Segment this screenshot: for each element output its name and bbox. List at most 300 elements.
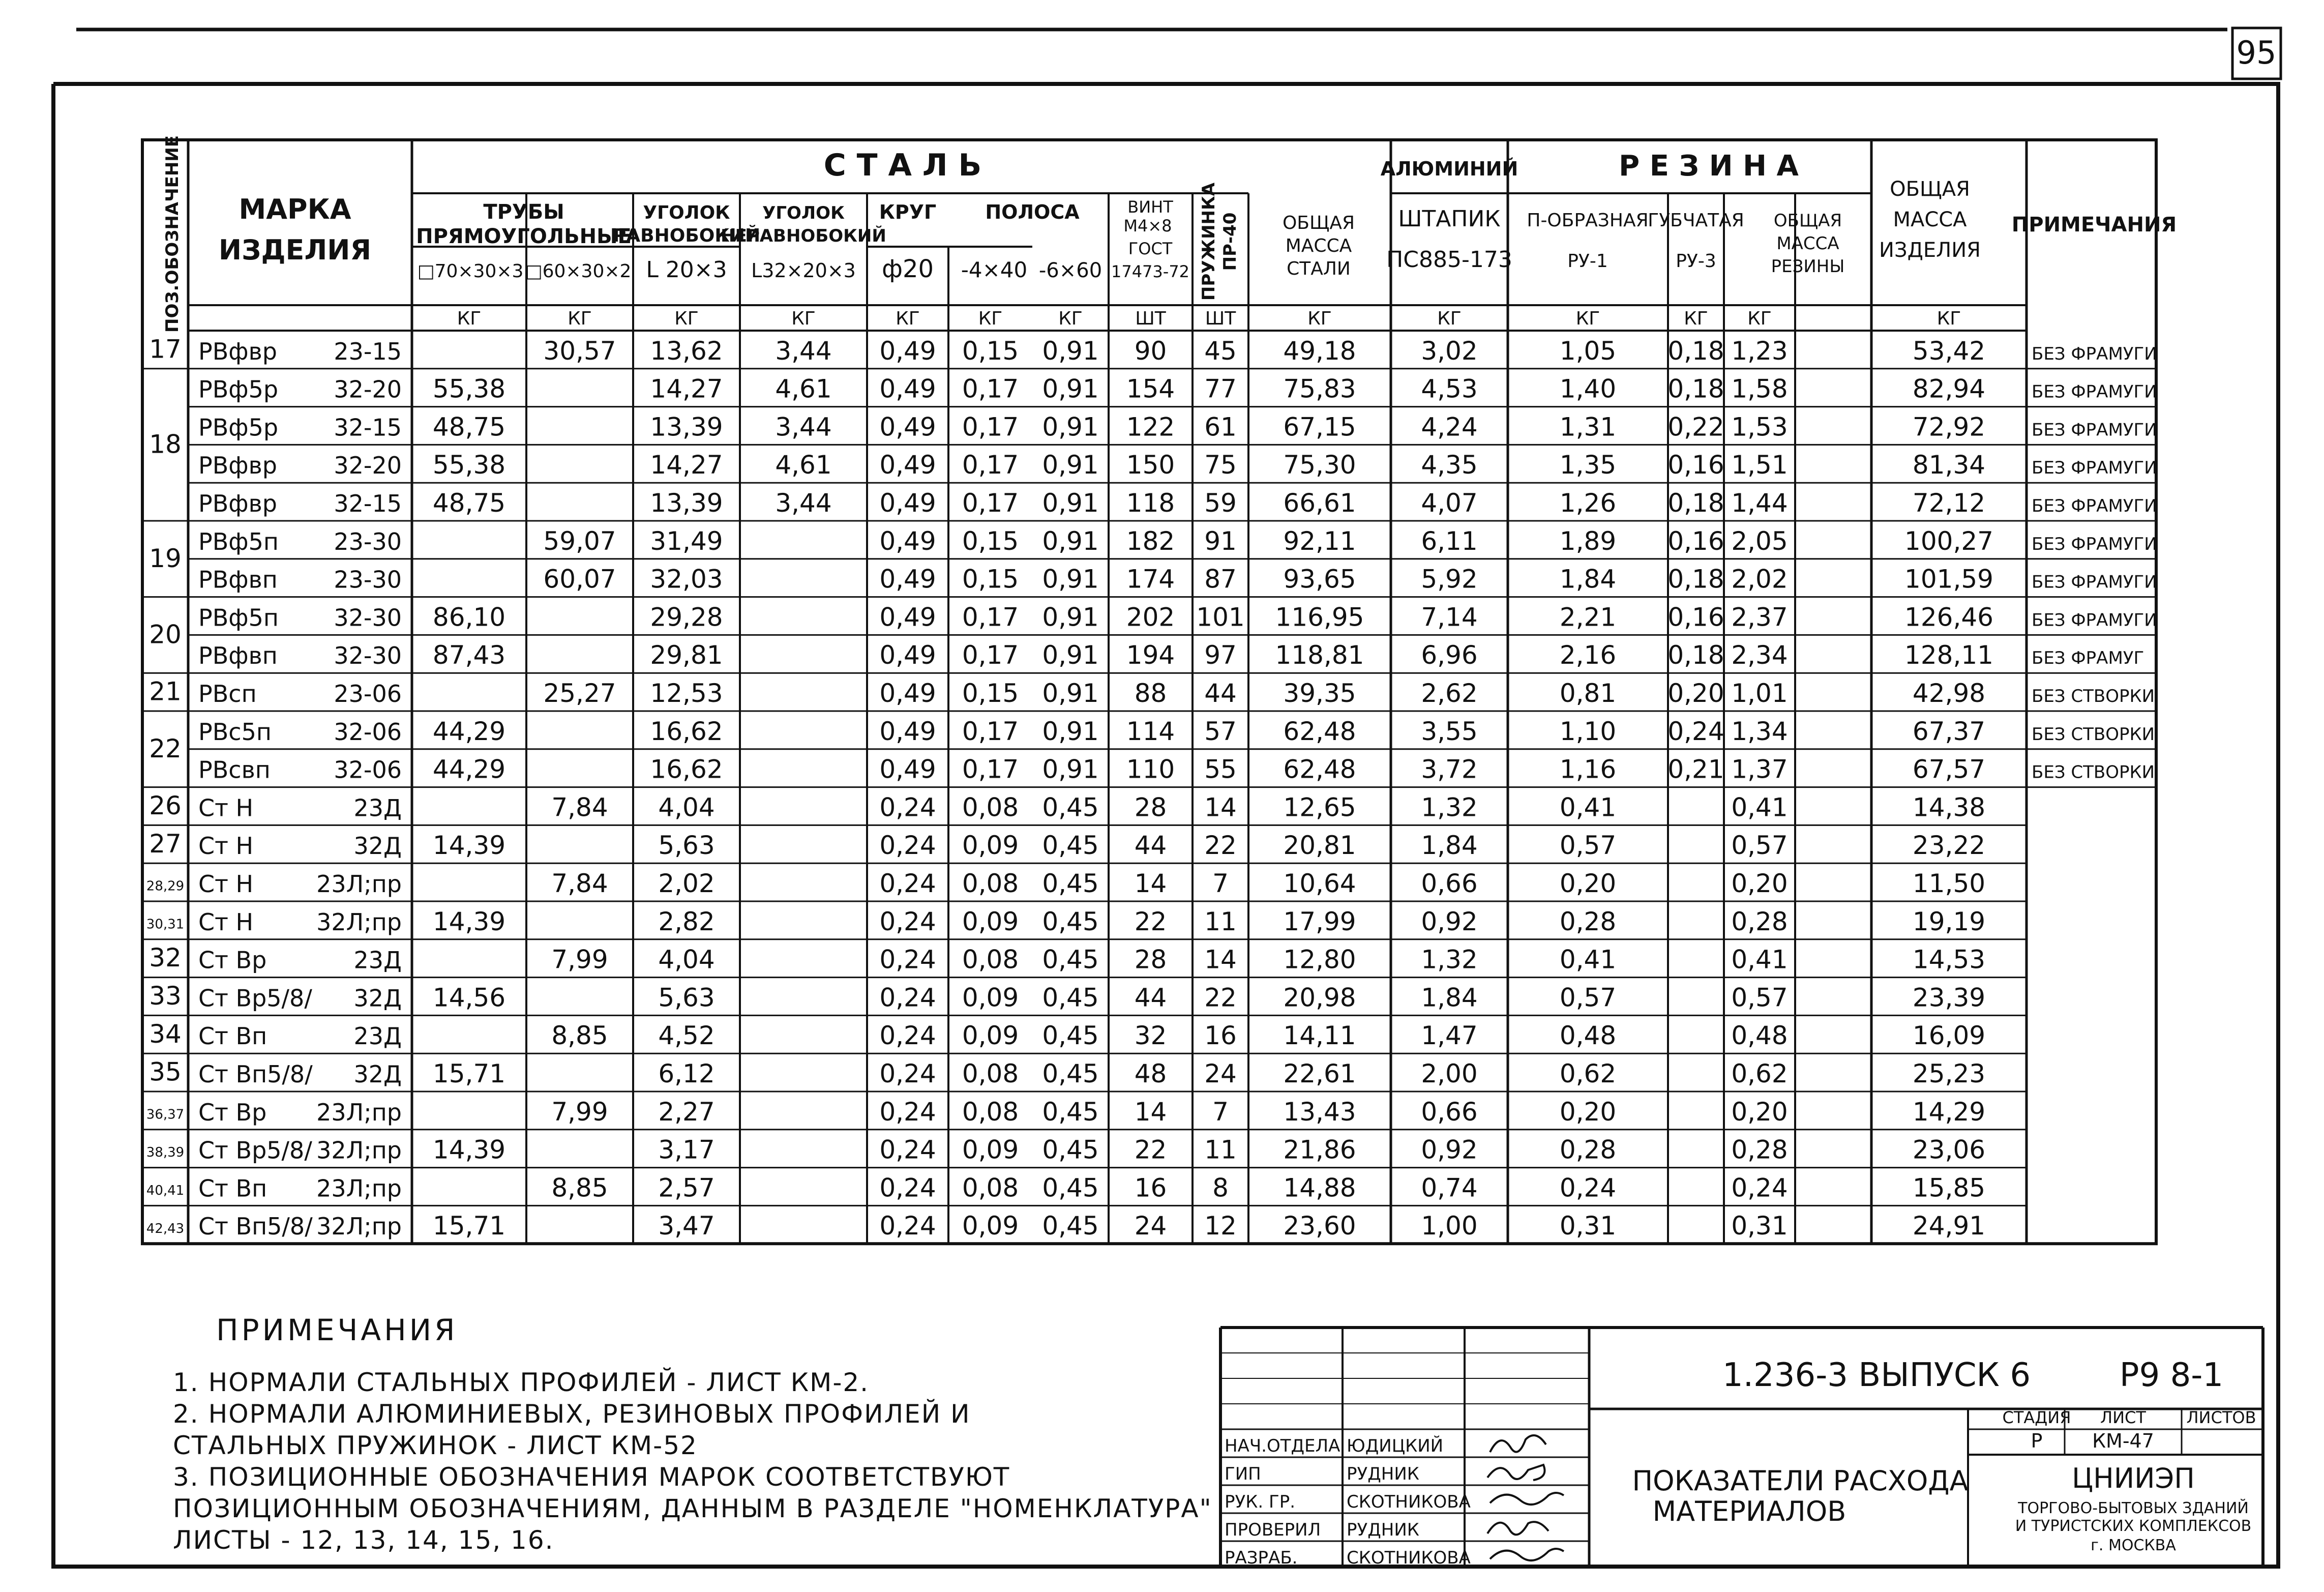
row-value: 0,57 xyxy=(1731,831,1788,861)
row-value: 0,45 xyxy=(1042,1097,1099,1127)
header-pipes: ТРУБЫ ПРЯМОУГОЛЬНЫЕ xyxy=(416,200,632,248)
signature xyxy=(1487,1465,1545,1480)
row-value: 7,84 xyxy=(551,869,608,898)
row-value: 0,41 xyxy=(1731,792,1788,822)
table-row xyxy=(198,450,2157,480)
row-value: 67,37 xyxy=(1912,716,1986,746)
row-value: 1,37 xyxy=(1731,754,1788,784)
row-size: 32Л;пр xyxy=(316,1213,402,1241)
row-value: 12,53 xyxy=(650,679,723,708)
row-value: 0,45 xyxy=(1042,1135,1099,1165)
row-value: 118,81 xyxy=(1275,640,1364,670)
row-value: 24,91 xyxy=(1912,1211,1986,1241)
row-value: 7,99 xyxy=(551,1097,608,1127)
row-value: 0,09 xyxy=(962,1021,1019,1051)
row-value: 60,07 xyxy=(543,564,616,594)
row-mark: РВс5п xyxy=(198,718,272,746)
row-value: 0,57 xyxy=(1559,831,1617,861)
person-name: ЮДИЦКИЙ xyxy=(1347,1436,1444,1456)
table-row xyxy=(198,488,2157,518)
header-strip2: -6×60 xyxy=(1038,259,1103,282)
row-value: 42,98 xyxy=(1912,679,1986,708)
row-mark: Ст Н xyxy=(198,794,254,822)
row-value: 0,18 xyxy=(1667,640,1724,670)
row-value: 90 xyxy=(1134,336,1167,366)
row-value: 13,39 xyxy=(650,488,723,518)
doc-title-2: МАТЕРИАЛОВ xyxy=(1652,1495,1846,1527)
row-value: 30,57 xyxy=(543,336,616,366)
row-size: 23-30 xyxy=(334,527,402,555)
row-value: 22,61 xyxy=(1283,1059,1356,1088)
row-position: 18 xyxy=(149,429,182,459)
row-value: 15,71 xyxy=(432,1059,506,1088)
row-value: 0,74 xyxy=(1421,1173,1478,1203)
unit-label: КГ xyxy=(1058,308,1083,329)
row-value: 0,08 xyxy=(962,945,1019,975)
table-row xyxy=(198,640,2144,670)
note-line: 2. НОРМАЛИ АЛЮМИНИЕВЫХ, РЕЗИНОВЫХ ПРОФИЛЕЙ И xyxy=(173,1399,971,1429)
row-value: 0,24 xyxy=(879,831,936,861)
row-value: 1,00 xyxy=(1421,1211,1478,1241)
row-value: 0,45 xyxy=(1042,1059,1099,1088)
row-size: 32-20 xyxy=(334,375,402,403)
row-value: 7 xyxy=(1212,869,1229,898)
row-value: 0,16 xyxy=(1667,526,1724,556)
table-row xyxy=(198,1059,1985,1088)
row-mark: РВф5р xyxy=(198,375,279,403)
row-value: 0,91 xyxy=(1042,679,1099,708)
table-row xyxy=(198,1173,1985,1202)
row-value: 3,47 xyxy=(658,1211,715,1241)
row-value: 0,16 xyxy=(1667,602,1724,632)
note-line: ПОЗИЦИОННЫМ ОБОЗНАЧЕНИЯМ, ДАННЫМ В РАЗДЕЛЕ "НОМЕНКЛАТУРА" xyxy=(173,1494,1212,1523)
row-value: 14,27 xyxy=(650,450,723,480)
row-value: 8,85 xyxy=(551,1173,608,1203)
unit-label: КГ xyxy=(1437,308,1462,329)
row-size: 23-15 xyxy=(334,337,402,365)
row-value: 0,91 xyxy=(1042,602,1099,632)
row-mark: Ст Вп xyxy=(198,1174,267,1202)
row-value: 75,30 xyxy=(1283,450,1356,480)
row-value: 0,57 xyxy=(1731,983,1788,1013)
row-mark: Ст Вп5/8/ xyxy=(198,1213,313,1241)
signature xyxy=(1490,1549,1564,1560)
row-value: 0,08 xyxy=(962,1059,1019,1088)
notes-title: ПРИМЕЧАНИЯ xyxy=(216,1313,458,1347)
row-value: 16,09 xyxy=(1912,1021,1986,1051)
row-value: 17,99 xyxy=(1283,906,1356,936)
row-value: 0,28 xyxy=(1559,906,1617,936)
row-value: 0,92 xyxy=(1421,1135,1478,1165)
row-value: 1,84 xyxy=(1421,983,1478,1013)
row-value: 0,28 xyxy=(1731,906,1788,936)
row-value: 6,11 xyxy=(1421,526,1478,556)
header-porous: ГУБЧАТАЯ РУ-3 xyxy=(1648,210,1744,272)
role-label: ГИП xyxy=(1225,1464,1261,1484)
row-value: 0,15 xyxy=(962,564,1019,594)
header-rubber: Р Е З И Н А xyxy=(1619,150,1799,183)
row-position: 28,29 xyxy=(146,878,185,894)
row-value: 20,98 xyxy=(1283,983,1356,1013)
row-value: 0,41 xyxy=(1559,945,1617,975)
row-value: 93,65 xyxy=(1283,564,1356,594)
row-value: 0,49 xyxy=(879,640,936,670)
row-value: 4,04 xyxy=(658,792,715,822)
row-value: 0,20 xyxy=(1559,869,1617,898)
row-value: 114 xyxy=(1126,716,1175,746)
row-mark: Ст Н xyxy=(198,908,254,936)
row-value: 0,91 xyxy=(1042,374,1099,404)
person-name: СКОТНИКОВА xyxy=(1347,1548,1471,1568)
row-value: 23,22 xyxy=(1912,831,1986,861)
row-value: 4,35 xyxy=(1421,450,1478,480)
stage-label: СТАДИЯ xyxy=(2002,1408,2071,1427)
row-mark: РВф5п xyxy=(198,604,279,632)
row-value: 0,24 xyxy=(879,792,936,822)
row-mark: Ст Вп xyxy=(198,1022,267,1050)
row-value: 13,39 xyxy=(650,412,723,442)
row-value: 0,49 xyxy=(879,602,936,632)
row-value: 0,15 xyxy=(962,526,1019,556)
row-value: 1,23 xyxy=(1731,336,1788,366)
row-value: 39,35 xyxy=(1283,679,1356,708)
row-value: 2,62 xyxy=(1421,679,1478,708)
row-value: 0,45 xyxy=(1042,869,1099,898)
row-value: 0,45 xyxy=(1042,831,1099,861)
row-value: 97 xyxy=(1204,640,1237,670)
row-value: 25,23 xyxy=(1912,1059,1986,1088)
notes xyxy=(173,1313,1212,1555)
row-value: 122 xyxy=(1126,412,1175,442)
table-row xyxy=(198,907,1985,936)
row-value: 14 xyxy=(1204,792,1237,822)
header-round-size: ф20 xyxy=(881,255,934,283)
row-value: 0,49 xyxy=(879,450,936,480)
row-position: 21 xyxy=(149,676,182,706)
row-value: 72,12 xyxy=(1912,488,1986,518)
row-value: 0,09 xyxy=(962,906,1019,936)
row-mark: Ст Вр5/8/ xyxy=(198,984,312,1012)
org-desc-2: И ТУРИСТСКИХ КОМПЛЕКСОВ xyxy=(2015,1517,2252,1535)
row-remark: БЕЗ СТВОРКИ xyxy=(2032,724,2155,745)
row-value: 0,17 xyxy=(962,640,1019,670)
header-steel-total: ОБЩАЯ МАССА СТАЛИ xyxy=(1282,213,1355,279)
row-value: 0,91 xyxy=(1042,564,1099,594)
row-value: 62,48 xyxy=(1283,716,1356,746)
row-value: 0,28 xyxy=(1559,1135,1617,1165)
row-value: 11 xyxy=(1204,906,1237,936)
row-value: 0,08 xyxy=(962,869,1019,898)
row-value: 14,39 xyxy=(432,1135,506,1165)
row-value: 0,17 xyxy=(962,412,1019,442)
row-value: 2,37 xyxy=(1731,602,1788,632)
row-value: 59,07 xyxy=(543,526,616,556)
row-value: 4,53 xyxy=(1421,374,1478,404)
header-screw: ВИНТ М4×8 ГОСТ 17473-72 xyxy=(1111,197,1190,281)
row-value: 14,38 xyxy=(1912,792,1986,822)
row-position: 26 xyxy=(149,791,182,820)
row-value: 0,08 xyxy=(962,792,1019,822)
row-value: 3,44 xyxy=(775,488,832,518)
row-size: 23Д xyxy=(353,946,402,974)
row-value: 0,22 xyxy=(1667,412,1724,442)
unit-label: КГ xyxy=(457,308,482,329)
row-value: 0,31 xyxy=(1731,1211,1788,1241)
row-value: 116,95 xyxy=(1275,602,1364,632)
row-size: 32-20 xyxy=(334,452,402,480)
row-value: 14,56 xyxy=(432,983,506,1013)
unit-label: КГ xyxy=(1747,308,1772,329)
row-mark: РВф5п xyxy=(198,527,279,555)
row-value: 4,07 xyxy=(1421,488,1478,518)
row-value: 23,60 xyxy=(1283,1211,1356,1241)
row-value: 44 xyxy=(1204,679,1237,708)
row-value: 0,31 xyxy=(1559,1211,1617,1241)
row-value: 0,08 xyxy=(962,1097,1019,1127)
row-value: 15,85 xyxy=(1912,1173,1986,1203)
header-angle-uneq-size: L32×20×3 xyxy=(751,259,856,282)
row-value: 150 xyxy=(1126,450,1175,480)
row-value: 44,29 xyxy=(432,716,506,746)
row-mark: Ст Вп5/8/ xyxy=(198,1060,313,1088)
row-value: 32 xyxy=(1134,1021,1167,1051)
unit-label: КГ xyxy=(791,308,816,329)
row-value: 10,64 xyxy=(1283,869,1356,898)
row-remark: БЕЗ ФРАМУГИ xyxy=(2032,534,2157,554)
row-value: 0,92 xyxy=(1421,906,1478,936)
row-value: 0,18 xyxy=(1667,336,1724,366)
row-remark: БЕЗ СТВОРКИ xyxy=(2032,762,2155,783)
header-spring: ПРУЖИНКАПР-40 xyxy=(1199,182,1240,301)
role-label: РУК. ГР. xyxy=(1225,1492,1296,1512)
row-value: 21,86 xyxy=(1283,1135,1356,1165)
header-aluminium: АЛЮМИНИЙ xyxy=(1380,158,1518,180)
row-value: 1,53 xyxy=(1731,412,1788,442)
row-value: 0,08 xyxy=(962,1173,1019,1203)
row-remark: БЕЗ ФРАМУГИ xyxy=(2032,458,2157,479)
row-value: 88 xyxy=(1134,679,1167,708)
unit-label: КГ xyxy=(896,308,920,329)
header-strip1: -4×40 xyxy=(961,257,1028,282)
row-value: 7 xyxy=(1212,1097,1229,1127)
row-value: 31,49 xyxy=(650,526,723,556)
row-value: 0,09 xyxy=(962,983,1019,1013)
row-value: 1,34 xyxy=(1731,716,1788,746)
row-value: 0,24 xyxy=(879,1021,936,1051)
row-value: 182 xyxy=(1126,526,1175,556)
row-value: 0,24 xyxy=(879,1059,936,1088)
row-value: 0,91 xyxy=(1042,488,1099,518)
row-position: 38,39 xyxy=(146,1145,185,1161)
row-value: 14,11 xyxy=(1283,1021,1356,1051)
note-line: ЛИСТЫ - 12, 13, 14, 15, 16. xyxy=(173,1525,554,1555)
page-number: 95 xyxy=(2236,34,2277,71)
row-value: 194 xyxy=(1126,640,1175,670)
row-value: 3,44 xyxy=(775,412,832,442)
city: г. МОСКВА xyxy=(2091,1537,2176,1554)
row-value: 0,62 xyxy=(1731,1059,1788,1088)
row-position: 36,37 xyxy=(146,1107,185,1123)
row-remark: БЕЗ ФРАМУГИ xyxy=(2032,572,2157,593)
header-remarks: ПРИМЕЧАНИЯ xyxy=(2011,213,2177,237)
role-label: РАЗРАБ. xyxy=(1225,1548,1298,1568)
row-value: 1,44 xyxy=(1731,488,1788,518)
row-value: 2,27 xyxy=(658,1097,715,1127)
sheets-label: ЛИСТОВ xyxy=(2186,1408,2256,1427)
row-value: 4,61 xyxy=(775,450,832,480)
row-value: 100,27 xyxy=(1904,526,1993,556)
table-row xyxy=(198,717,2155,746)
row-value: 55,38 xyxy=(432,374,506,404)
row-value: 55,38 xyxy=(432,450,506,480)
unit-label: КГ xyxy=(1684,308,1708,329)
row-value: 0,24 xyxy=(1731,1173,1788,1203)
row-value: 4,52 xyxy=(658,1021,715,1051)
role-label: ПРОВЕРИЛ xyxy=(1225,1520,1321,1540)
row-value: 0,09 xyxy=(962,1211,1019,1241)
table-row xyxy=(198,1135,1985,1165)
row-value: 45 xyxy=(1204,336,1237,366)
row-value: 2,82 xyxy=(658,906,715,936)
row-value: 0,91 xyxy=(1042,640,1099,670)
row-value: 14,39 xyxy=(432,906,506,936)
row-value: 55 xyxy=(1204,754,1237,784)
row-value: 1,84 xyxy=(1421,831,1478,861)
row-value: 0,41 xyxy=(1559,792,1617,822)
table-row xyxy=(198,679,2155,708)
row-value: 0,45 xyxy=(1042,945,1099,975)
row-value: 75,83 xyxy=(1283,374,1356,404)
sheet-value: КМ-47 xyxy=(2092,1430,2154,1452)
header-rubber-total: ОБЩАЯ МАССА РЕЗИНЫ xyxy=(1771,211,1845,277)
row-value: 2,05 xyxy=(1731,526,1788,556)
row-value: 16,62 xyxy=(650,754,723,784)
row-value: 118 xyxy=(1126,488,1175,518)
row-value: 0,49 xyxy=(879,754,936,784)
row-value: 23,39 xyxy=(1912,983,1986,1013)
row-value: 0,18 xyxy=(1667,374,1724,404)
row-value: 0,17 xyxy=(962,602,1019,632)
row-value: 92,11 xyxy=(1283,526,1356,556)
row-value: 14,88 xyxy=(1283,1173,1356,1203)
row-value: 16,62 xyxy=(650,716,723,746)
row-value: 0,24 xyxy=(879,1173,936,1203)
row-mark: РВфвп xyxy=(198,642,278,670)
row-value: 11 xyxy=(1204,1135,1237,1165)
unit-label: КГ xyxy=(978,308,1003,329)
row-value: 1,26 xyxy=(1559,488,1617,518)
row-mark: Ст Вр xyxy=(198,1098,267,1126)
row-value: 32,03 xyxy=(650,564,723,594)
unit-label: КГ xyxy=(1575,308,1600,329)
row-remark: БЕЗ СТВОРКИ xyxy=(2032,686,2155,706)
row-value: 0,66 xyxy=(1421,869,1478,898)
doc-code: 1.236-3 ВЫПУСК 6 xyxy=(1722,1357,2031,1394)
row-value: 0,91 xyxy=(1042,412,1099,442)
person-name: СКОТНИКОВА xyxy=(1347,1492,1471,1512)
row-value: 4,24 xyxy=(1421,412,1478,442)
row-value: 13,62 xyxy=(650,336,723,366)
row-mark: Ст Вр xyxy=(198,946,267,974)
row-size: 23Л;пр xyxy=(316,1174,402,1202)
row-value: 0,91 xyxy=(1042,526,1099,556)
table-row xyxy=(198,792,1985,822)
row-value: 1,32 xyxy=(1421,792,1478,822)
row-value: 12,80 xyxy=(1283,945,1356,975)
row-value: 8 xyxy=(1212,1173,1229,1203)
row-value: 0,17 xyxy=(962,716,1019,746)
row-value: 14 xyxy=(1134,1097,1167,1127)
table-row xyxy=(198,869,1985,898)
header-pos: ПОЗ.ОБОЗНАЧЕНИЕ xyxy=(162,135,183,333)
row-value: 11,50 xyxy=(1912,869,1986,898)
row-value: 126,46 xyxy=(1904,602,1993,632)
row-value: 12 xyxy=(1204,1211,1237,1241)
row-value: 0,45 xyxy=(1042,1021,1099,1051)
row-value: 0,09 xyxy=(962,1135,1019,1165)
row-value: 48,75 xyxy=(432,488,506,518)
row-value: 2,21 xyxy=(1559,602,1617,632)
row-size: 23Д xyxy=(353,1022,402,1050)
row-mark: РВсп xyxy=(198,680,257,707)
header-steel: С Т А Л Ь xyxy=(823,148,982,183)
row-size: 32Л;пр xyxy=(316,1136,402,1164)
row-value: 1,01 xyxy=(1731,679,1788,708)
row-value: 0,62 xyxy=(1559,1059,1617,1088)
row-value: 5,63 xyxy=(658,983,715,1013)
row-value: 0,21 xyxy=(1667,754,1724,784)
row-value: 5,92 xyxy=(1421,564,1478,594)
row-value: 1,31 xyxy=(1559,412,1617,442)
signature xyxy=(1490,1435,1546,1452)
row-value: 14,29 xyxy=(1912,1097,1986,1127)
row-value: 1,58 xyxy=(1731,374,1788,404)
row-remark: БЕЗ ФРАМУГИ xyxy=(2032,496,2157,516)
header-p-shaped: П-ОБРАЗНАЯ РУ-1 xyxy=(1527,210,1649,272)
row-value: 0,24 xyxy=(879,1097,936,1127)
row-value: 75 xyxy=(1204,450,1237,480)
row-value: 0,91 xyxy=(1042,336,1099,366)
row-value: 7,14 xyxy=(1421,602,1478,632)
row-value: 23,06 xyxy=(1912,1135,1986,1165)
row-value: 13,43 xyxy=(1283,1097,1356,1127)
row-value: 2,02 xyxy=(1731,564,1788,594)
row-value: 0,57 xyxy=(1559,983,1617,1013)
row-mark: РВфвр xyxy=(198,452,277,480)
row-value: 77 xyxy=(1204,374,1237,404)
row-value: 22 xyxy=(1134,906,1167,936)
row-value: 0,81 xyxy=(1559,679,1617,708)
row-value: 0,20 xyxy=(1559,1097,1617,1127)
row-position: 19 xyxy=(149,543,182,573)
row-value: 0,15 xyxy=(962,336,1019,366)
row-size: 23-30 xyxy=(334,566,402,594)
row-value: 0,20 xyxy=(1731,869,1788,898)
row-value: 1,89 xyxy=(1559,526,1617,556)
row-value: 0,09 xyxy=(962,831,1019,861)
row-value: 28 xyxy=(1134,792,1167,822)
row-value: 0,49 xyxy=(879,564,936,594)
row-value: 0,49 xyxy=(879,488,936,518)
row-value: 6,12 xyxy=(658,1059,715,1088)
row-value: 87,43 xyxy=(432,640,506,670)
row-value: 16 xyxy=(1134,1173,1167,1203)
row-size: 32-30 xyxy=(334,604,402,632)
row-value: 1,51 xyxy=(1731,450,1788,480)
sheet-code: Р9 8-1 xyxy=(2119,1357,2224,1394)
row-value: 0,18 xyxy=(1667,564,1724,594)
table-row xyxy=(198,336,2157,366)
